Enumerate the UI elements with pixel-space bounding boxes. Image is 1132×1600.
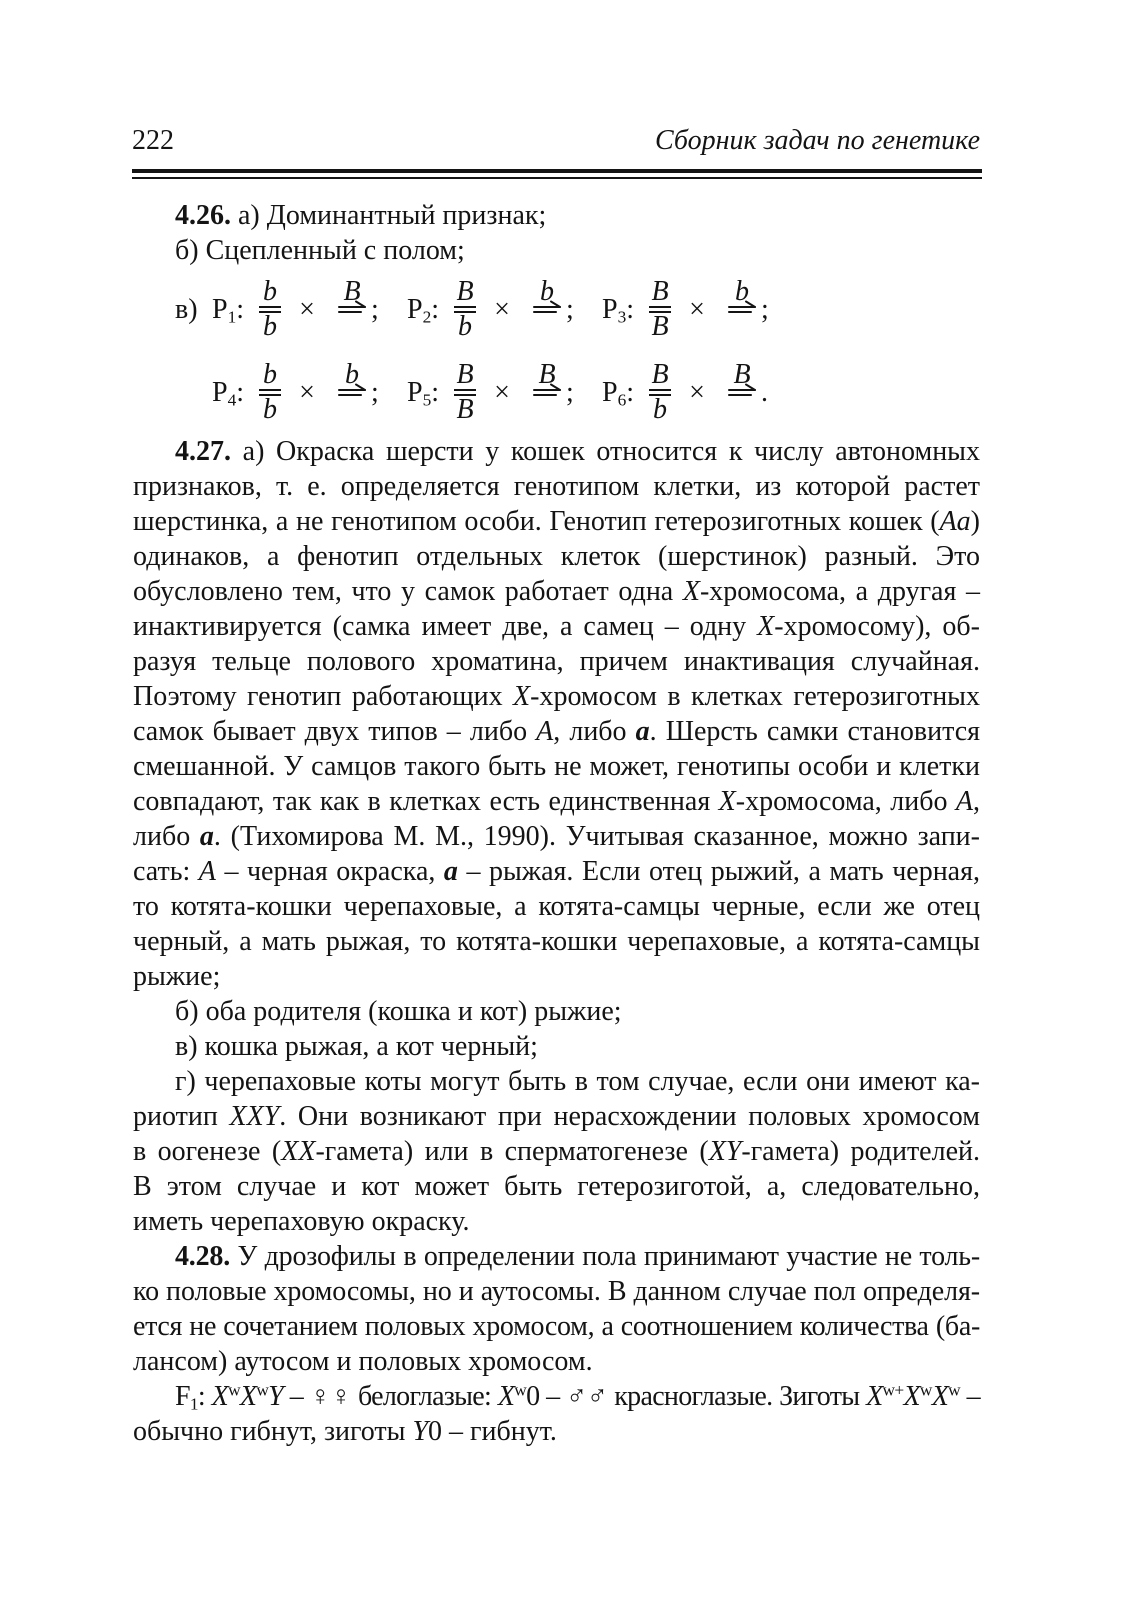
italic-text: XY	[708, 1136, 742, 1167]
text-line	[133, 784, 980, 819]
female-genotype	[257, 359, 283, 425]
superscript: w	[256, 1380, 269, 1400]
text-run: то котята-кошки черепаховые, а котята-самцы черные, если же отец	[133, 891, 980, 922]
text-run: . Они возникают при нерасхождении половых хромосом	[279, 1101, 980, 1132]
terminator: .	[761, 377, 768, 408]
generation-index: 6	[617, 390, 627, 410]
text-run: –	[959, 1381, 980, 1412]
text-run: -хромосома, а другая –	[699, 576, 980, 607]
item-label: в)	[175, 294, 198, 325]
colon: :	[236, 377, 245, 408]
problem-number: 4.27.	[175, 436, 231, 467]
cross-sign: ×	[299, 294, 315, 325]
text-line	[133, 1274, 980, 1309]
text-run: шерстинка, а не генотипом особи. Генотип гетерозиготных кошек (	[133, 506, 940, 537]
superscript: w	[948, 1380, 960, 1400]
generation-index: 3	[617, 307, 627, 327]
generation-letter: P	[602, 294, 618, 325]
colon: :	[431, 377, 440, 408]
text-line	[133, 924, 980, 959]
text-run: либо	[133, 821, 200, 852]
text-run: обусловлено тем, что у самок работает одна	[133, 576, 683, 607]
text-run: одинаков, а фенотип отдельных клеток (шерстинок) разный. Это	[133, 541, 980, 572]
generation-label	[212, 375, 257, 410]
paragraph	[133, 233, 980, 268]
separator: ;	[371, 294, 379, 325]
header-rule-thin	[132, 177, 982, 179]
text-run: сать:	[133, 856, 199, 887]
text-line	[133, 1029, 980, 1064]
text-run: иметь черепаховую окраску.	[133, 1206, 470, 1237]
text-line	[133, 469, 980, 504]
cross-sign: ×	[689, 377, 705, 408]
text-run: смешанной. У самцов такого быть не может, генотипы особи и клетки	[133, 751, 980, 782]
text-run: – ♀♀ белоглазые:	[283, 1381, 498, 1412]
generation-label	[602, 375, 647, 410]
parental-cross	[212, 359, 407, 425]
italic-text: Y	[412, 1416, 429, 1447]
text-run: ется не сочетанием половых хромосом, а соотношением количества (ба-	[133, 1311, 980, 1342]
allele-bottom: b	[653, 394, 667, 425]
allele-top: b	[345, 359, 359, 390]
problem-number: 4.26.	[175, 200, 231, 231]
male-genotype	[727, 276, 757, 339]
colon: :	[431, 294, 440, 325]
parental-cross	[407, 359, 602, 425]
italic-text: X	[513, 681, 531, 712]
allele-bottom: B	[651, 311, 669, 342]
text-line	[133, 233, 980, 268]
parental-cross	[602, 359, 797, 425]
italic-text: Y	[268, 1381, 284, 1412]
text-run: черный, а мать рыжая, то котята-кошки черепаховые, а котята-самцы	[133, 926, 980, 957]
italic-text: X	[718, 786, 736, 817]
italic-text: A	[198, 856, 216, 887]
text-line	[133, 679, 980, 714]
text-run: б) оба родителя (кошка и кот) рыжие;	[175, 996, 622, 1027]
crosses-row	[133, 268, 980, 351]
italic-text: A	[536, 716, 554, 747]
female-genotype	[647, 276, 673, 342]
allele-top: B	[651, 276, 669, 307]
superscript: w+	[882, 1380, 904, 1400]
allele-top: b	[263, 359, 277, 390]
parental-cross	[407, 276, 602, 342]
text-line	[133, 539, 980, 574]
text-line	[133, 1309, 980, 1344]
text-line	[133, 854, 980, 889]
generation-index: 1	[227, 307, 237, 327]
problem-number: 4.28.	[175, 1241, 231, 1272]
text-run: -хромосома, либо	[735, 786, 956, 817]
text-run: ,	[973, 786, 980, 817]
text-run: -гамета) или в сперматогенезе (	[315, 1136, 709, 1167]
text-run: -хромосом в клетках гетерозиготных	[530, 681, 980, 712]
text-line	[133, 819, 980, 854]
male-genotype	[337, 276, 367, 339]
text-line	[133, 1239, 980, 1274]
bold-italic-text: a	[443, 856, 458, 887]
italic-text: X	[866, 1381, 883, 1412]
colon: :	[626, 377, 635, 408]
running-title: Сборник задач по генетике	[655, 125, 980, 156]
text-run: разуя тельце полового хроматина, причем инактивация случайная.	[133, 646, 980, 677]
italic-text: X	[757, 611, 775, 642]
generation-index: 4	[227, 390, 237, 410]
text-run: Поэтому генотип работающих	[133, 681, 514, 712]
text-line	[133, 994, 980, 1029]
page-body	[133, 198, 980, 1449]
allele-bottom: b	[263, 311, 277, 342]
text-run: в) кошка рыжая, а кот черный;	[175, 1031, 538, 1062]
generation-letter: P	[407, 377, 423, 408]
generation-label	[407, 292, 452, 327]
superscript: w	[919, 1380, 932, 1400]
allele-top: B	[456, 359, 474, 390]
text-line	[133, 644, 980, 679]
text-run: , либо	[553, 716, 636, 747]
paragraph	[133, 1379, 980, 1449]
female-genotype	[452, 276, 478, 342]
italic-text: Aa	[939, 506, 971, 537]
allele-top: B	[538, 359, 556, 390]
text-line	[133, 959, 980, 994]
text-run: У дрозофилы в определении пола принимают участие не толь-	[230, 1241, 980, 1272]
page-number: 222	[132, 125, 174, 156]
text-line	[133, 1169, 980, 1204]
superscript: w	[514, 1380, 527, 1400]
cross-sign: ×	[689, 294, 705, 325]
paragraph	[133, 1239, 980, 1379]
text-run: б) Сцепленный с полом;	[175, 235, 465, 266]
paragraph	[133, 198, 980, 233]
text-line	[133, 1204, 980, 1239]
paragraph	[133, 1064, 980, 1239]
bold-italic-text: a	[199, 821, 214, 852]
generation-letter: P	[212, 377, 228, 408]
paragraph	[133, 434, 980, 994]
italic-text: X	[682, 576, 700, 607]
italic-text: X	[497, 1381, 515, 1412]
text-line	[133, 574, 980, 609]
allele-bottom: b	[263, 394, 277, 425]
separator: ;	[566, 294, 574, 325]
text-run: риотип	[133, 1101, 230, 1132]
text-line	[133, 504, 980, 539]
text-run: обычно гибнут, зиготы	[133, 1416, 413, 1447]
text-run: инактивируется (самка имеет две, а самец – одну	[133, 611, 758, 642]
text-run: -хромосому), об-	[774, 611, 980, 642]
allele-top: b	[735, 276, 749, 307]
italic-text: XXY	[229, 1101, 280, 1132]
generation-letter: P	[212, 294, 228, 325]
text-line	[133, 1379, 980, 1414]
text-run: лансом) аутосом и половых хромосом.	[133, 1346, 593, 1377]
cross-sign: ×	[494, 294, 510, 325]
allele-top: B	[343, 276, 361, 307]
allele-top: B	[456, 276, 474, 307]
text-line	[133, 1134, 980, 1169]
text-run: . Шерсть самки становится	[649, 716, 981, 747]
text-run: признаков, т. е. определяется генотипом клетки, из которой растет	[133, 471, 980, 502]
separator: ;	[371, 377, 379, 408]
generation-letter: P	[602, 377, 618, 408]
text-line	[133, 1344, 980, 1379]
cross-sign: ×	[494, 377, 510, 408]
allele-top: b	[540, 276, 554, 307]
text-run: ко половые хромосомы, но и аутосомы. В данном случае пол определя-	[133, 1276, 980, 1307]
male-genotype	[532, 276, 562, 339]
text-run: В этом случае и кот может быть гетерозиготой, а, следовательно,	[133, 1171, 980, 1202]
text-line	[133, 1414, 980, 1449]
running-header	[132, 123, 980, 158]
text-run: – рыжая. Если отец рыжий, а мать черная,	[457, 856, 980, 887]
text-line	[133, 1099, 980, 1134]
text-line	[133, 434, 980, 469]
generation-label	[407, 375, 452, 410]
male-genotype	[532, 359, 562, 422]
italic-text: X	[931, 1381, 949, 1412]
paragraph	[133, 1029, 980, 1064]
text-run: а) Доминантный признак;	[231, 200, 547, 231]
allele-bottom: B	[456, 394, 474, 425]
italic-text: X	[211, 1381, 229, 1412]
parental-cross	[212, 276, 407, 342]
italic-text: A	[955, 786, 973, 817]
text-line	[133, 198, 980, 233]
text-run: )	[970, 506, 980, 537]
text-line	[133, 609, 980, 644]
text-line	[133, 1064, 980, 1099]
parental-cross	[602, 276, 797, 342]
text-run: рыжие;	[133, 961, 221, 992]
crosses-row	[133, 351, 980, 434]
bold-italic-text: a	[635, 716, 650, 747]
text-run: г) черепаховые коты могут быть в том случае, если они имеют ка-	[175, 1066, 980, 1097]
generation-label	[602, 292, 647, 327]
generation-index: 5	[422, 390, 432, 410]
text-run: -гамета) родителей.	[741, 1136, 980, 1167]
separator: ;	[566, 377, 574, 408]
text-run: самок бывает двух типов – либо	[133, 716, 537, 747]
male-genotype	[727, 359, 757, 422]
text-run: . (Тихомирова М. М., 1990). Учитывая сказанное, можно запи-	[213, 821, 980, 852]
text-run: а) Окраска шерсти у кошек относится к числу автономных	[231, 436, 980, 467]
text-run: 0 – гибнут.	[428, 1416, 557, 1447]
text-run: :	[197, 1381, 212, 1412]
italic-text: X	[903, 1381, 920, 1412]
text-line	[133, 889, 980, 924]
text-run: – черная окраска,	[215, 856, 444, 887]
generation-label	[212, 292, 257, 327]
separator: ;	[761, 294, 769, 325]
text-run: в оогенезе (	[133, 1136, 282, 1167]
male-genotype	[337, 359, 367, 422]
colon: :	[236, 294, 245, 325]
cross-sign: ×	[299, 377, 315, 408]
italic-text: XX	[281, 1136, 316, 1167]
generation-letter: P	[407, 294, 423, 325]
allele-top: b	[263, 276, 277, 307]
colon: :	[626, 294, 635, 325]
allele-bottom: b	[458, 311, 472, 342]
text-line	[133, 749, 980, 784]
text-run: F	[175, 1381, 190, 1412]
superscript: w	[228, 1380, 240, 1400]
italic-text: X	[239, 1381, 257, 1412]
text-line	[133, 714, 980, 749]
allele-top: B	[733, 359, 751, 390]
female-genotype	[257, 276, 283, 342]
subscript: 1	[189, 1394, 198, 1414]
female-genotype	[452, 359, 478, 425]
female-genotype	[647, 359, 673, 425]
text-run: совпадают, так как в клетках есть единственная	[133, 786, 719, 817]
header-rule-thick	[132, 169, 982, 173]
allele-top: B	[651, 359, 669, 390]
crosses-block	[133, 268, 980, 434]
generation-index: 2	[422, 307, 432, 327]
text-run: 0 – ♂♂ красноглазые. Зиготы	[526, 1381, 867, 1412]
paragraph	[133, 994, 980, 1029]
